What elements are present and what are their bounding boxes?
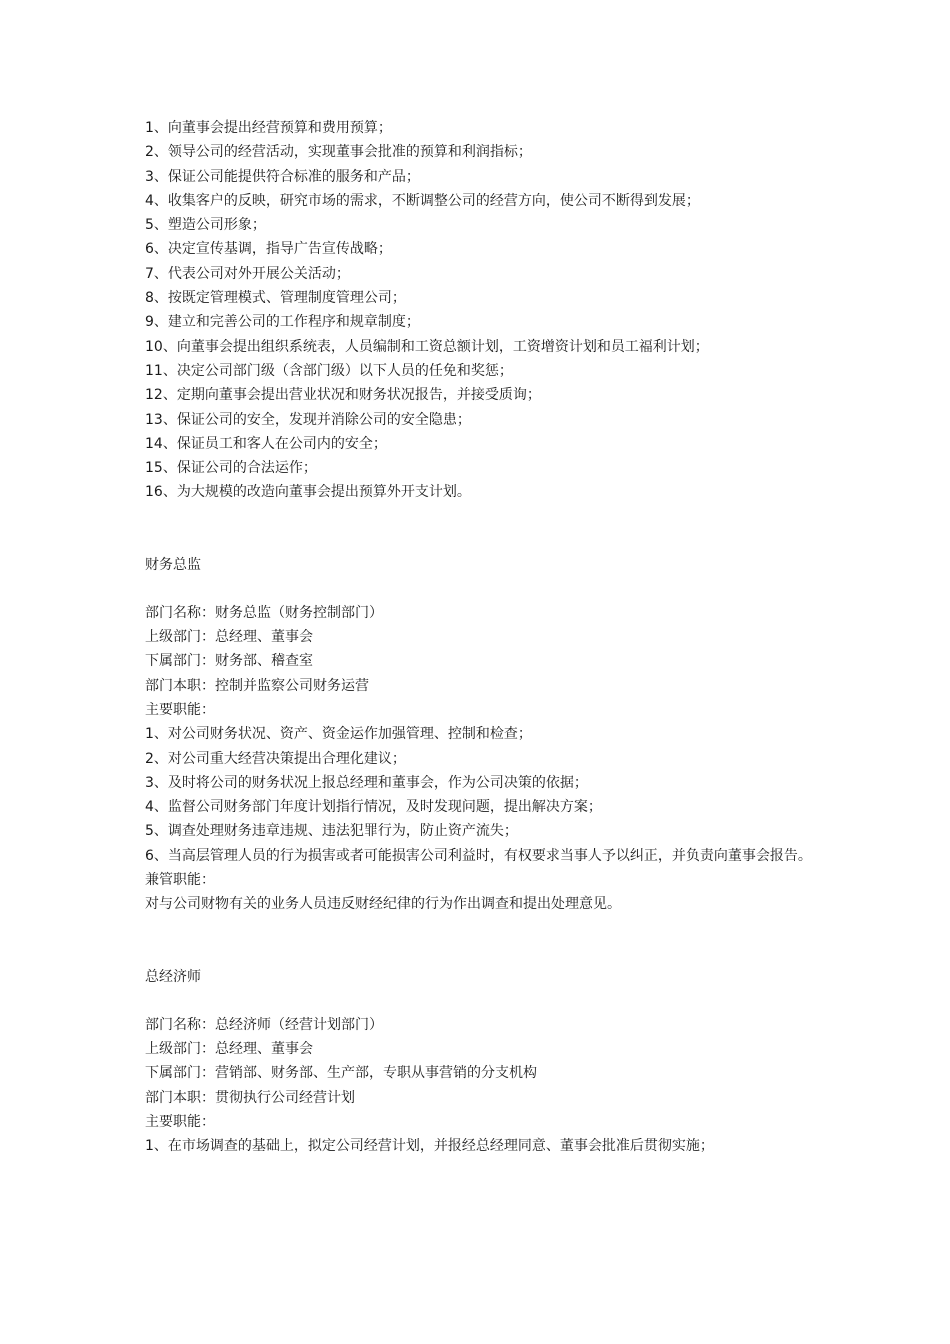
list-item: 12、定期向董事会提出营业状况和财务状况报告，并接受质询； [145, 387, 541, 404]
list-item: 4、收集客户的反映，研究市场的需求，不断调整公司的经营方向，使公司不断得到发展； [145, 192, 700, 209]
dept-name: 部门名称：总经济师（经营计划部门） [145, 1016, 383, 1033]
list-item: 2、对公司重大经营决策提出合理化建议； [145, 750, 406, 767]
document-page [145, 116, 815, 1158]
list-item: 4、监督公司财务部门年度计划指行情况，及时发现问题，提出解决方案； [145, 799, 602, 816]
subordinate-dept: 下属部门：财务部、稽查室 [145, 653, 313, 670]
dept-name: 部门名称：财务总监（财务控制部门） [145, 604, 383, 621]
list-item: 13、保证公司的安全，发现并消除公司的安全隐患； [145, 411, 471, 428]
dept-duty: 部门本职：贯彻执行公司经营计划 [145, 1089, 355, 1106]
section-heading-cfo: 财务总监 [145, 556, 201, 573]
concurrent-functions: 对与公司财物有关的业务人员违反财经纪律的行为作出调查和提出处理意见。 [145, 896, 621, 913]
main-functions-label: 主要职能： [145, 1113, 215, 1130]
superior-dept: 上级部门：总经理、董事会 [145, 1040, 313, 1057]
cfo-section [145, 553, 815, 917]
list-item: 5、调查处理财务违章违规、违法犯罪行为，防止资产流失； [145, 823, 518, 840]
list-item: 8、按既定管理模式、管理制度管理公司； [145, 290, 406, 307]
list-item: 16、为大规模的改造向董事会提出预算外开支计划。 [145, 484, 471, 501]
list-item: 7、代表公司对外开展公关活动； [145, 265, 350, 282]
list-item: 1、向董事会提出经营预算和费用预算； [145, 120, 392, 136]
list-item: 10、向董事会提出组织系统表，人员编制和工资总额计划，工资增资计划和员工福利计划； [145, 338, 709, 355]
chief-economist-section [145, 965, 815, 1159]
list-item: 15、保证公司的合法运作； [145, 460, 317, 477]
list-item: 3、及时将公司的财务状况上报总经理和董事会，作为公司决策的依据； [145, 774, 588, 791]
list-item: 3、保证公司能提供符合标准的服务和产品； [145, 168, 420, 185]
superior-dept: 上级部门：总经理、董事会 [145, 629, 313, 646]
list-item: 2、领导公司的经营活动，实现董事会批准的预算和利润指标； [145, 144, 532, 161]
dept-duty: 部门本职：控制并监察公司财务运营 [145, 677, 369, 694]
section-heading-chief-economist: 总经济师 [145, 968, 201, 985]
main-functions-label: 主要职能： [145, 701, 215, 718]
list-item: 9、建立和完善公司的工作程序和规章制度； [145, 314, 420, 331]
list-item: 11、决定公司部门级（含部门级）以下人员的任免和奖惩； [145, 362, 513, 379]
subordinate-dept: 下属部门：营销部、财务部、生产部，专职从事营销的分支机构 [145, 1065, 537, 1082]
list-item: 6、当高层管理人员的行为损害或者可能损害公司利益时，有权要求当事人予以纠正，并负责向董事会报告。 [145, 847, 812, 864]
concurrent-functions-label: 兼管职能： [145, 872, 215, 889]
list-item: 1、在市场调查的基础上，拟定公司经营计划，并报经总经理同意、董事会批准后贯彻实施； [145, 1138, 714, 1155]
list-item: 14、保证员工和客人在公司内的安全； [145, 435, 387, 452]
list-item: 6、决定宣传基调，指导广告宣传战略； [145, 241, 392, 258]
gm-duties-list [145, 116, 815, 505]
list-item: 1、对公司财务状况、资产、资金运作加强管理、控制和检查； [145, 726, 532, 743]
list-item: 5、塑造公司形象； [145, 217, 266, 234]
